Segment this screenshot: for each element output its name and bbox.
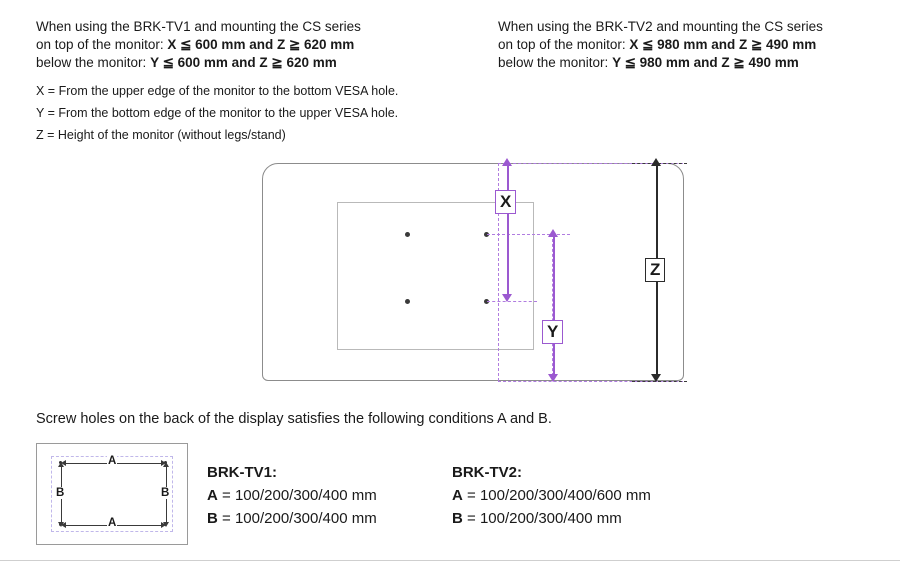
z-dimension-label: Z bbox=[645, 258, 665, 282]
condition-block-brk-tv2 bbox=[498, 18, 898, 72]
spec-tv2-a-value: = 100/200/300/400/600 mm bbox=[462, 487, 651, 504]
spec-tv1-title: BRK-TV1: bbox=[207, 464, 277, 481]
legend-y: Y = From the bottom edge of the monitor to the upper VESA hole. bbox=[36, 106, 399, 120]
condition-right-line3-bold: Y ≦ 980 mm and Z ≧ 490 mm bbox=[612, 55, 799, 70]
legend-z: Z = Height of the monitor (without legs/stand) bbox=[36, 128, 286, 142]
x-measure-line bbox=[507, 166, 509, 298]
vesa-hole-bottom-left bbox=[405, 299, 410, 304]
condition-left-line1: When using the BRK-TV1 and mounting the CS series bbox=[36, 19, 361, 34]
z-arrow-head-down bbox=[651, 374, 661, 382]
condition-left-line3 bbox=[36, 54, 476, 72]
y-arrow-head-down bbox=[548, 374, 558, 382]
spec-tv2-a bbox=[452, 484, 651, 507]
condition-right-line3-prefix: below the monitor: bbox=[498, 55, 613, 70]
legend-x: X = From the upper edge of the monitor to the bottom VESA hole. bbox=[36, 84, 399, 98]
spec-tv1-a bbox=[207, 484, 377, 507]
condition-left-line3-prefix: below the monitor: bbox=[36, 55, 151, 70]
plate-a-bottom-label: A bbox=[108, 517, 117, 529]
y-dimension-label: Y bbox=[542, 320, 563, 344]
spec-tv2-b-value: = 100/200/300/400 mm bbox=[462, 510, 622, 527]
spec-tv2-b-key: B bbox=[452, 510, 463, 527]
y-arrow-head-up bbox=[548, 229, 558, 237]
spec-tv1-a-key: A bbox=[207, 487, 218, 504]
bottom-divider bbox=[0, 560, 900, 561]
spec-tv2-b bbox=[452, 507, 651, 530]
condition-right-line2 bbox=[498, 36, 898, 54]
z-arrow-head-up bbox=[651, 158, 661, 166]
monitor-screen-area bbox=[337, 202, 534, 350]
condition-right-line2-prefix: on top of the monitor: bbox=[498, 37, 630, 52]
y-measure-line bbox=[553, 237, 555, 378]
monitor-diagram bbox=[250, 150, 700, 395]
condition-left-line2 bbox=[36, 36, 476, 54]
spec-tv1-b-value: = 100/200/300/400 mm bbox=[217, 510, 377, 527]
plate-b-left-head-up bbox=[58, 462, 64, 467]
condition-left-line3-bold: Y ≦ 600 mm and Z ≧ 620 mm bbox=[150, 55, 337, 70]
plate-b-right-head-down bbox=[163, 522, 169, 527]
condition-left-line2-prefix: on top of the monitor: bbox=[36, 37, 168, 52]
spec-tv1-b bbox=[207, 507, 377, 530]
vesa-hole-top-left bbox=[405, 232, 410, 237]
plate-a-top-label: A bbox=[108, 455, 117, 467]
plate-b-left-label: B bbox=[56, 487, 65, 499]
condition-right-line3 bbox=[498, 54, 898, 72]
spec-group-brk-tv2 bbox=[452, 461, 651, 530]
condition-right-line2-bold: X ≦ 980 mm and Z ≧ 490 mm bbox=[629, 37, 817, 52]
spec-tv1-b-key: B bbox=[207, 510, 218, 527]
condition-right-line1: When using the BRK-TV2 and mounting the CS series bbox=[498, 19, 823, 34]
plate-b-right-head-up bbox=[163, 462, 169, 467]
vesa-plate-diagram bbox=[36, 443, 188, 545]
plate-b-left-head-down bbox=[58, 522, 64, 527]
guide-lower-vesa-level bbox=[487, 301, 537, 302]
condition-block-brk-tv1 bbox=[36, 18, 476, 72]
spec-tv1-a-value: = 100/200/300/400 mm bbox=[217, 487, 377, 504]
condition-left-line2-bold: X ≦ 600 mm and Z ≧ 620 mm bbox=[167, 37, 355, 52]
x-dimension-label: X bbox=[495, 190, 516, 214]
screw-holes-caption: Screw holes on the back of the display satisfies the following conditions A and B. bbox=[36, 411, 552, 427]
spec-tv2-title: BRK-TV2: bbox=[452, 464, 522, 481]
plate-b-right-label: B bbox=[161, 487, 170, 499]
spec-tv2-a-key: A bbox=[452, 487, 463, 504]
x-arrow-head-down bbox=[502, 294, 512, 302]
spec-group-brk-tv1 bbox=[207, 461, 377, 530]
x-arrow-head-up bbox=[502, 158, 512, 166]
